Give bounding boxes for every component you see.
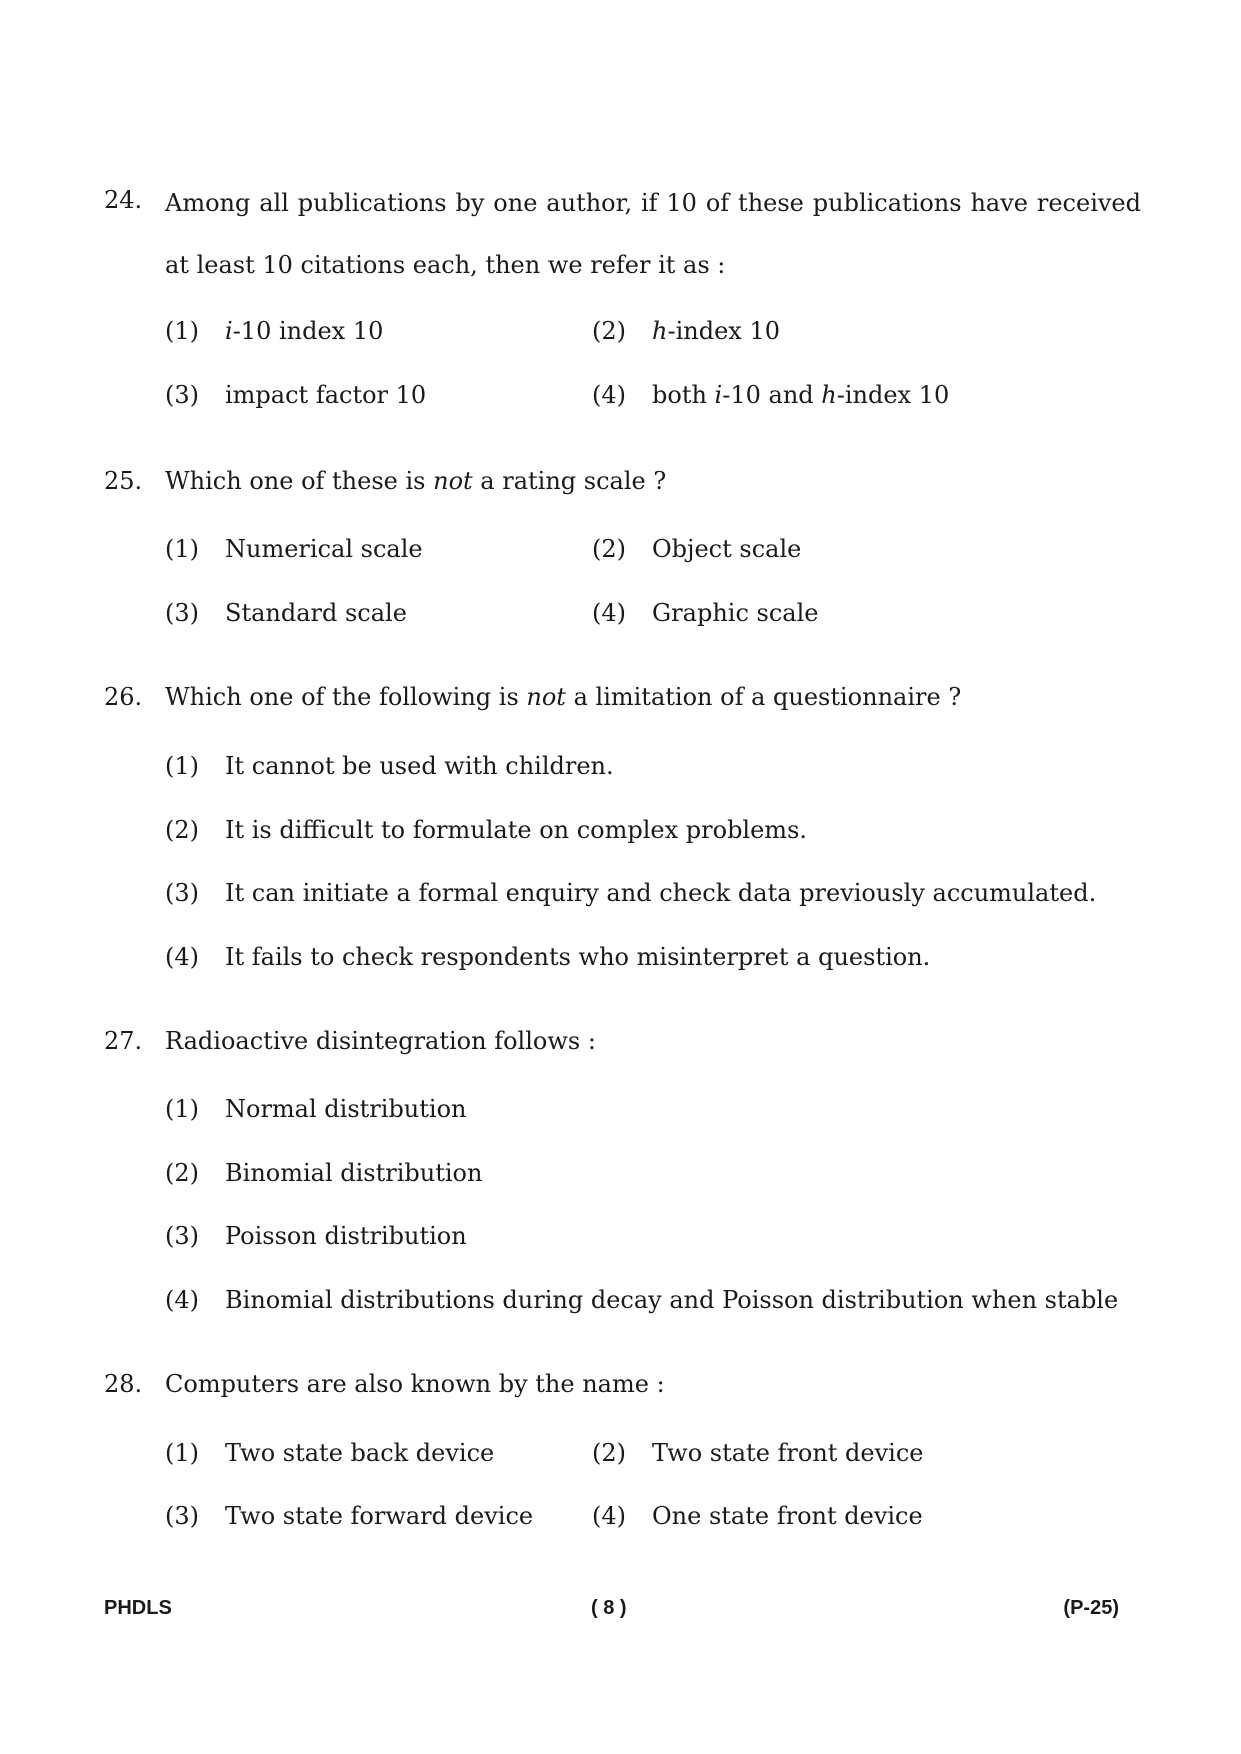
option-label: (4): [592, 1502, 626, 1530]
option-label: (1): [165, 1439, 199, 1467]
option-27-1: [165, 1095, 467, 1123]
option-label: (3): [165, 381, 199, 409]
page-number: ( 8 ): [591, 1597, 627, 1619]
option-27-4: [165, 1286, 1118, 1314]
option-text: Numerical scale: [225, 535, 423, 563]
option-label: (4): [592, 599, 626, 627]
option-text: Standard scale: [225, 599, 407, 627]
question-text-25: [165, 467, 666, 495]
question-text: Which one of these is: [165, 467, 434, 495]
option-28-3: [165, 1502, 533, 1530]
option-label: (1): [165, 1095, 199, 1123]
option-label: (3): [165, 1502, 199, 1530]
option-text: Graphic scale: [652, 599, 819, 627]
option-text: -10 index 10: [232, 317, 384, 345]
option-label: (2): [592, 535, 626, 563]
option-label: (2): [592, 317, 626, 345]
option-label: (1): [165, 752, 199, 780]
option-26-2: [165, 816, 807, 844]
option-label: (1): [165, 535, 199, 563]
question-text-24: Among all publications by one author, if 10 of these publications have received at least 10 citations each, then we refer it as :: [165, 189, 1141, 279]
question-text-italic: not: [433, 467, 473, 495]
question-number-26: 26.: [104, 683, 143, 711]
option-27-2: [165, 1159, 482, 1187]
option-text: Two state back device: [225, 1439, 495, 1467]
question-text: Which one of the following is: [165, 683, 527, 711]
question-number-27: 27.: [104, 1027, 143, 1055]
option-text-italic: h: [652, 317, 668, 345]
question-text: a rating scale ?: [472, 467, 667, 495]
option-label: (3): [165, 599, 199, 627]
option-text: It cannot be used with children.: [225, 752, 614, 780]
option-text: impact factor 10: [225, 381, 427, 409]
question-text: Radioactive disintegration follows :: [165, 1027, 596, 1055]
option-text: Poisson distribution: [225, 1222, 467, 1250]
option-label: (3): [165, 1222, 199, 1250]
paper-code: (P-25): [1063, 1597, 1119, 1619]
option-text: both: [652, 381, 715, 409]
option-text: Binomial distribution: [225, 1159, 483, 1187]
question-text-27: [165, 1027, 596, 1055]
option-text: -index 10: [667, 317, 780, 345]
option-text: Binomial distributions during decay and Poisson distribution when stable: [225, 1286, 1119, 1314]
option-text: Two state front device: [652, 1439, 924, 1467]
option-text: It can initiate a formal enquiry and check data previously accumulated.: [225, 879, 1097, 907]
footer-code: PHDLS: [104, 1597, 172, 1619]
option-26-4: [165, 943, 930, 971]
option-25-2: [592, 535, 801, 563]
question-number-24: 24.: [104, 186, 143, 214]
option-text-italic: h: [821, 381, 837, 409]
option-label: (4): [165, 943, 199, 971]
question-text-26: [165, 683, 961, 711]
option-24-2: [592, 317, 780, 345]
option-text-italic: i: [225, 317, 233, 345]
option-26-1: [165, 752, 614, 780]
question-text-28: [165, 1370, 665, 1398]
option-24-3: [165, 381, 426, 409]
option-text: Normal distribution: [225, 1095, 467, 1123]
option-text-italic: i: [714, 381, 723, 409]
option-label: (4): [165, 1286, 199, 1314]
option-text: -index 10: [836, 381, 950, 409]
option-label: (2): [592, 1439, 626, 1467]
option-text: Two state forward device: [225, 1502, 534, 1530]
option-label: (3): [165, 879, 199, 907]
question-number-25: 25.: [104, 467, 143, 495]
option-28-2: [592, 1439, 924, 1467]
option-label: (4): [592, 381, 626, 409]
option-text: It is difficult to formulate on complex problems.: [225, 816, 808, 844]
option-text: Object scale: [652, 535, 802, 563]
question-text: a limitation of a questionnaire ?: [565, 683, 962, 711]
option-26-3: [165, 879, 1096, 907]
option-label: (2): [165, 1159, 199, 1187]
option-25-4: [592, 599, 818, 627]
option-27-3: [165, 1222, 467, 1250]
question-text-italic: not: [526, 683, 566, 711]
option-24-4: [592, 381, 949, 409]
option-28-4: [592, 1502, 923, 1530]
option-28-1: [165, 1439, 494, 1467]
question-text: Computers are also known by the name :: [165, 1370, 665, 1398]
option-24-1: [165, 317, 383, 345]
option-label: (1): [165, 317, 199, 345]
question-number-28: 28.: [104, 1370, 143, 1398]
option-text: It fails to check respondents who misinterpret a question.: [225, 943, 931, 971]
option-text: -10 and: [722, 381, 822, 409]
option-25-3: [165, 599, 407, 627]
option-text: One state front device: [652, 1502, 923, 1530]
option-label: (2): [165, 816, 199, 844]
option-25-1: [165, 535, 423, 563]
